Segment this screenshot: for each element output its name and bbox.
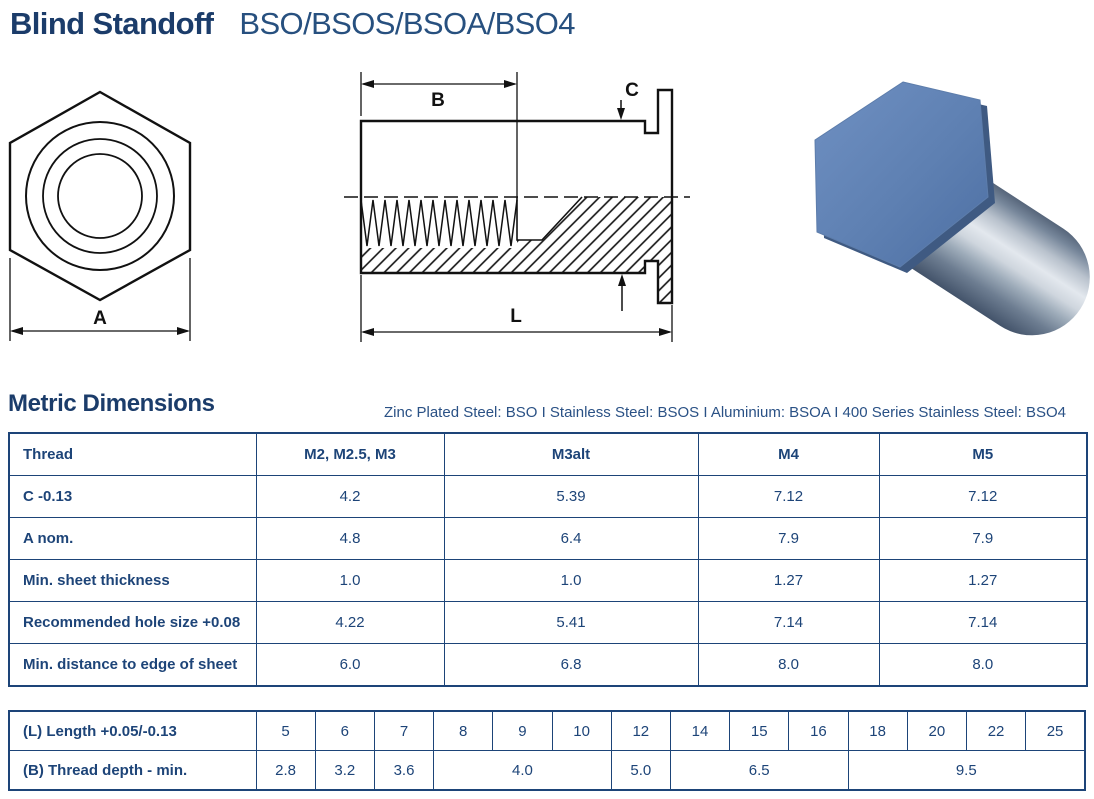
table-cell: 5.41 bbox=[444, 602, 698, 644]
product-3d-render bbox=[790, 50, 1094, 362]
table-cell: 7.9 bbox=[879, 518, 1087, 560]
arrowhead bbox=[361, 328, 374, 336]
length-row bbox=[9, 711, 1085, 751]
table-cell: 7.14 bbox=[879, 602, 1087, 644]
table-cell: 7.12 bbox=[879, 476, 1087, 518]
table-row bbox=[9, 560, 1087, 602]
table-cell: 4.2 bbox=[256, 476, 444, 518]
length-cell: 16 bbox=[789, 711, 848, 751]
table-cell: 8.0 bbox=[879, 644, 1087, 687]
table-cell: 1.27 bbox=[698, 560, 879, 602]
table-cell: 1.0 bbox=[444, 560, 698, 602]
depth-cell: 6.5 bbox=[670, 751, 848, 791]
row-label: A nom. bbox=[9, 518, 256, 560]
table-cell: 6.4 bbox=[444, 518, 698, 560]
materials-finishes-line: Zinc Plated Steel: BSO I Stainless Steel: BSOS I Aluminium: BSOA I 400 Series Stainless Steel: BSO4 bbox=[384, 404, 1066, 421]
arrowhead bbox=[504, 80, 517, 88]
table-cell: 5.39 bbox=[444, 476, 698, 518]
column-header: M5 bbox=[879, 433, 1087, 476]
table-cell: 6.0 bbox=[256, 644, 444, 687]
column-header: M3alt bbox=[444, 433, 698, 476]
dimension-label-a: A bbox=[93, 308, 107, 329]
length-cell: 10 bbox=[552, 711, 611, 751]
length-cell: 7 bbox=[374, 711, 433, 751]
arrowhead bbox=[177, 327, 190, 335]
length-table bbox=[8, 710, 1086, 791]
length-cell: 25 bbox=[1026, 711, 1085, 751]
table-row bbox=[9, 518, 1087, 560]
length-cell: 8 bbox=[434, 711, 493, 751]
product-name: Blind Standoff bbox=[10, 6, 214, 41]
length-cell: 18 bbox=[848, 711, 907, 751]
arrowhead bbox=[617, 108, 625, 120]
length-cell: 5 bbox=[256, 711, 315, 751]
table-cell: 8.0 bbox=[698, 644, 879, 687]
table-cell: 6.8 bbox=[444, 644, 698, 687]
depth-cell: 2.8 bbox=[256, 751, 315, 791]
metric-dimensions-table bbox=[8, 432, 1088, 687]
length-cell: 15 bbox=[730, 711, 789, 751]
arrowhead bbox=[361, 80, 374, 88]
dimension-label-l: L bbox=[510, 306, 522, 327]
table-header-row bbox=[9, 433, 1087, 476]
section-heading: Metric Dimensions bbox=[8, 390, 215, 417]
length-cell: 22 bbox=[966, 711, 1025, 751]
row-label: (B) Thread depth - min. bbox=[9, 751, 256, 791]
column-header: M4 bbox=[698, 433, 879, 476]
table-row bbox=[9, 476, 1087, 518]
depth-cell: 4.0 bbox=[434, 751, 612, 791]
product-model-codes: BSO/BSOS/BSOA/BSO4 bbox=[239, 6, 575, 41]
arrowhead bbox=[10, 327, 23, 335]
table-row bbox=[9, 602, 1087, 644]
column-header-thread: Thread bbox=[9, 433, 256, 476]
length-cell: 9 bbox=[493, 711, 552, 751]
depth-cell: 5.0 bbox=[611, 751, 670, 791]
table-cell: 4.8 bbox=[256, 518, 444, 560]
table-cell: 1.0 bbox=[256, 560, 444, 602]
front-view-drawing bbox=[0, 55, 230, 350]
row-label: Min. distance to edge of sheet bbox=[9, 644, 256, 687]
column-header: M2, M2.5, M3 bbox=[256, 433, 444, 476]
table-cell: 7.9 bbox=[698, 518, 879, 560]
table-cell: 1.27 bbox=[879, 560, 1087, 602]
arrowhead bbox=[659, 328, 672, 336]
length-cell: 14 bbox=[670, 711, 729, 751]
length-cell: 6 bbox=[315, 711, 374, 751]
length-cell: 12 bbox=[611, 711, 670, 751]
row-label: C -0.13 bbox=[9, 476, 256, 518]
depth-cell: 3.2 bbox=[315, 751, 374, 791]
side-section-drawing bbox=[330, 58, 702, 353]
table-row bbox=[9, 644, 1087, 687]
row-label: Recommended hole size +0.08 bbox=[9, 602, 256, 644]
page-title bbox=[10, 6, 575, 42]
depth-cell: 9.5 bbox=[848, 751, 1085, 791]
length-cell: 20 bbox=[907, 711, 966, 751]
dimension-label-b: B bbox=[431, 90, 445, 111]
row-label: (L) Length +0.05/-0.13 bbox=[9, 711, 256, 751]
arrowhead bbox=[618, 274, 626, 286]
hex-outline bbox=[10, 92, 190, 300]
table-cell: 7.14 bbox=[698, 602, 879, 644]
table-cell: 7.12 bbox=[698, 476, 879, 518]
dimension-label-c: C bbox=[625, 80, 639, 101]
depth-cell: 3.6 bbox=[374, 751, 433, 791]
thread-depth-row bbox=[9, 751, 1085, 791]
row-label: Min. sheet thickness bbox=[9, 560, 256, 602]
table-cell: 4.22 bbox=[256, 602, 444, 644]
